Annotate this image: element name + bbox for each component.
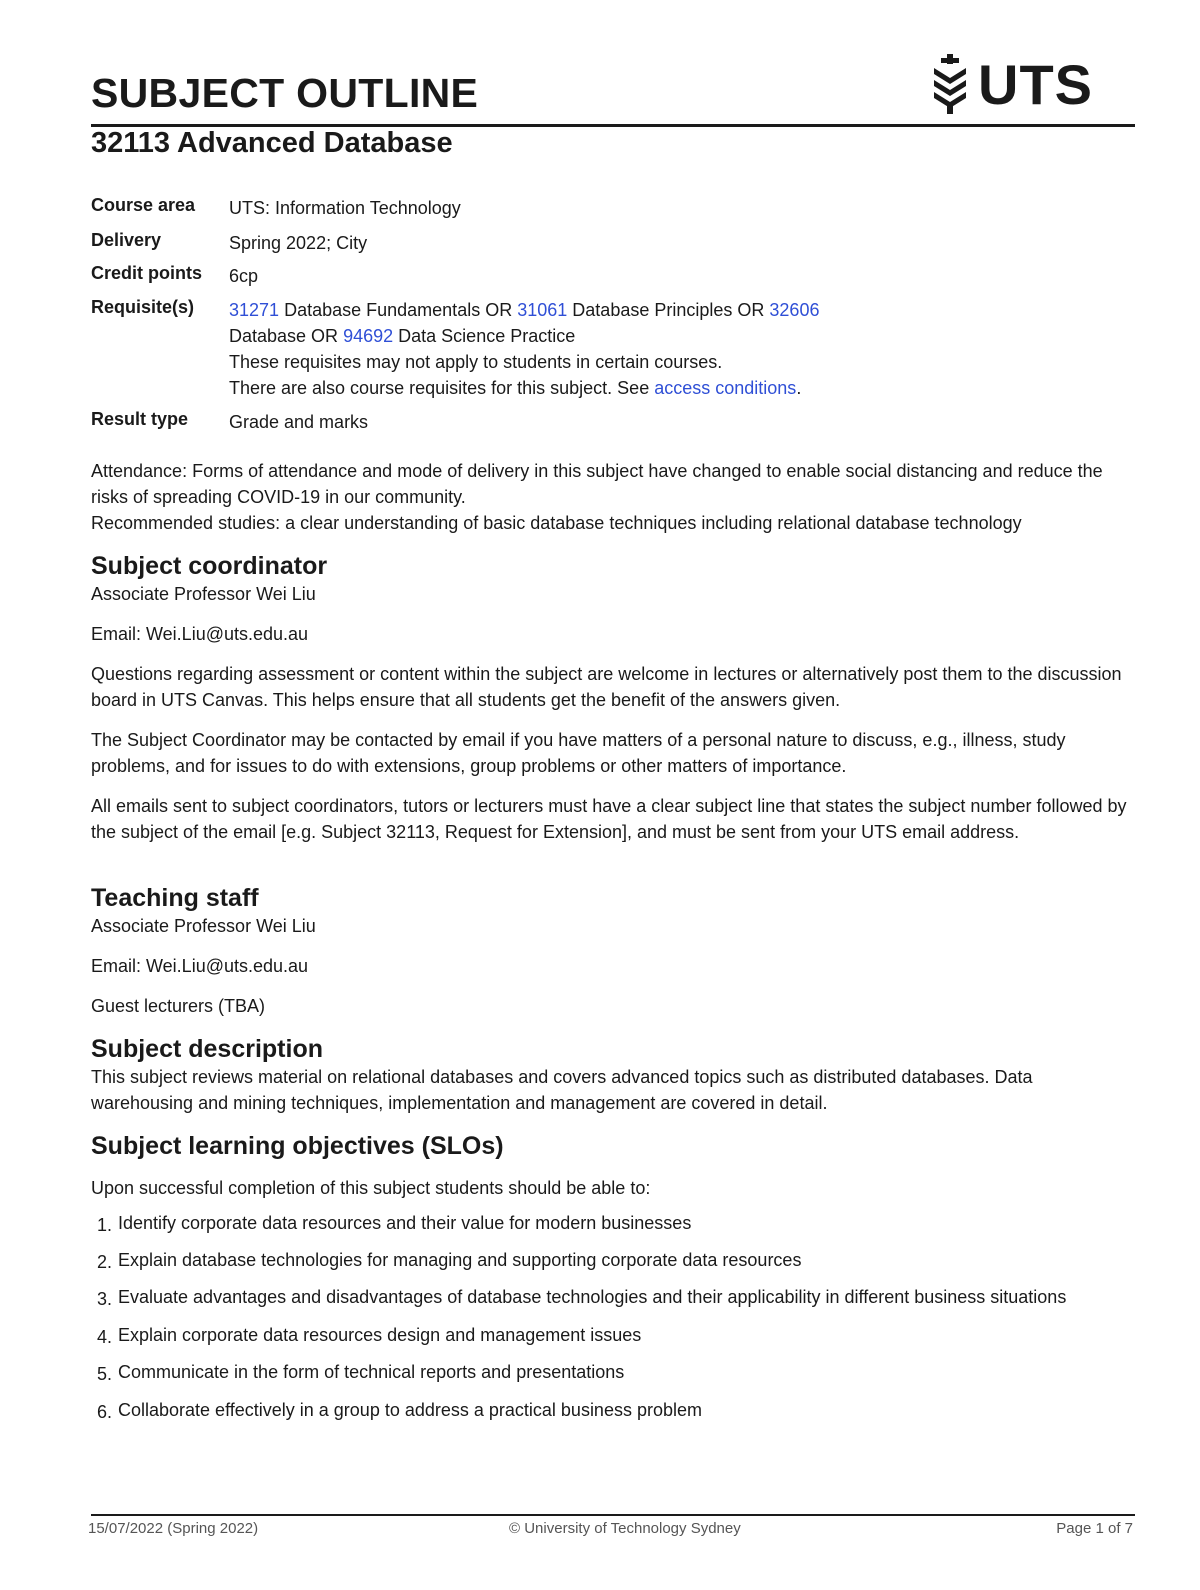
requisite-note: These requisites may not apply to students in certain courses. — [229, 352, 723, 372]
fact-value: Spring 2022; City — [229, 233, 368, 253]
uts-logo — [930, 52, 1093, 116]
fact-value: 6cp — [229, 266, 259, 286]
requisite-link-31271[interactable]: 31271 — [229, 300, 280, 320]
requisite-link-31061[interactable]: 31061 — [517, 300, 568, 320]
slo-text: Identify corporate data resources and their value for modern businesses — [118, 1213, 692, 1233]
logo-wordmark: UTS — [978, 52, 1093, 116]
slo-item — [91, 1397, 1135, 1423]
slo-intro: Upon successful completion of this subject students should be able to: — [91, 1178, 651, 1198]
slo-item — [91, 1359, 1135, 1385]
slo-item — [91, 1284, 1135, 1310]
slo-item — [91, 1322, 1135, 1348]
fact-requisites — [91, 297, 1135, 409]
fact-result-type — [91, 409, 1135, 443]
fact-credit-points — [91, 263, 1135, 297]
coordinator-section — [91, 551, 1135, 845]
slo-text: Communicate in the form of technical reports and presentations — [118, 1362, 625, 1382]
slo-number: 5. — [97, 1364, 113, 1384]
requisite-text: Data Science Practice — [398, 326, 576, 346]
coordinator-paragraph: All emails sent to subject coordinators, tutors or lecturers must have a clear subject line that states the subject number followed by the subject of the email [e.g. Subject 32113, Request for Extension], and must be sent from your UTS email address. — [91, 796, 1127, 842]
slo-text: Collaborate effectively in a group to address a practical business problem — [118, 1400, 702, 1420]
fact-course-area — [91, 195, 1135, 230]
uts-crest-icon — [930, 54, 970, 114]
intro-section — [91, 458, 1135, 536]
requisite-line — [229, 297, 1135, 323]
slo-text: Evaluate advantages and disadvantages of database technologies and their applicability in different business situations — [118, 1287, 1067, 1307]
slo-text: Explain database technologies for managing and supporting corporate data resources — [118, 1250, 802, 1270]
coordinator-paragraph: The Subject Coordinator may be contacted by email if you have matters of a personal nature to discuss, e.g., illness, study problems, and for issues to do with extensions, group problems or other matters of importance. — [91, 730, 1066, 776]
requisite-text: Database Fundamentals OR — [284, 300, 513, 320]
requisite-note-suffix: . — [796, 378, 802, 398]
fact-delivery — [91, 230, 1135, 263]
description-section — [91, 1034, 1135, 1116]
coordinator-name: Associate Professor Wei Liu — [91, 584, 316, 604]
description-text: This subject reviews material on relational databases and covers advanced topics such as distributed databases. Data warehousing and mining techniques, implementation and management are covered in detail. — [91, 1067, 1033, 1113]
slo-number: 1. — [97, 1215, 113, 1235]
fact-value: UTS: Information Technology — [229, 198, 461, 218]
coordinator-paragraph: Questions regarding assessment or content within the subject are welcome in lectures or alternatively post them to the discussion board in UTS Canvas. This helps ensure that all students get the benefit of the answers given. — [91, 664, 1122, 710]
subject-facts — [91, 195, 1135, 443]
slo-list — [91, 1210, 1135, 1423]
footer-divider — [91, 1514, 1135, 1516]
coordinator-email: Email: Wei.Liu@uts.edu.au — [91, 624, 309, 644]
fact-label: Requisite(s) — [91, 297, 195, 317]
page-footer — [88, 1520, 1135, 1540]
slo-number: 6. — [97, 1402, 113, 1422]
fact-label: Result type — [91, 409, 189, 429]
subject-title: 32113 Advanced Database — [91, 127, 453, 159]
slo-number: 3. — [97, 1289, 113, 1309]
page-header — [91, 52, 1135, 126]
slo-number: 4. — [97, 1327, 113, 1347]
teaching-staff-email: Email: Wei.Liu@uts.edu.au — [91, 956, 309, 976]
requisite-text: Database Principles OR — [572, 300, 765, 320]
recommended-studies-text: Recommended studies: a clear understanding of basic database techniques including relational database technology — [91, 513, 1022, 533]
slo-item — [91, 1247, 1135, 1273]
requisite-line — [229, 323, 1135, 349]
requisite-link-32606[interactable]: 32606 — [769, 300, 820, 320]
coordinator-heading: Subject coordinator — [91, 552, 328, 580]
slo-text: Explain corporate data resources design and management issues — [118, 1325, 642, 1345]
requisite-text: Database OR — [229, 326, 339, 346]
slo-section — [91, 1131, 1135, 1423]
slo-heading: Subject learning objectives (SLOs) — [91, 1132, 504, 1160]
fact-label: Credit points — [91, 263, 202, 283]
access-conditions-link[interactable]: access conditions — [654, 378, 797, 398]
footer-page-number: Page 1 of 7 — [1056, 1520, 1133, 1537]
fact-label: Course area — [91, 195, 196, 215]
slo-number: 2. — [97, 1252, 113, 1272]
attendance-text: Attendance: Forms of attendance and mode of delivery in this subject have changed to enable social distancing and reduce the risks of spreading COVID-19 in our community. — [91, 461, 1103, 507]
footer-date: 15/07/2022 (Spring 2022) — [88, 1520, 259, 1537]
requisite-note-text: There are also course requisites for this subject. See — [229, 378, 650, 398]
guest-lecturers-text: Guest lecturers (TBA) — [91, 996, 266, 1016]
teaching-staff-section — [91, 883, 1135, 1019]
fact-label: Delivery — [91, 230, 162, 250]
requisite-note — [229, 375, 1135, 401]
teaching-staff-name: Associate Professor Wei Liu — [91, 916, 316, 936]
fact-value: Grade and marks — [229, 412, 369, 432]
description-heading: Subject description — [91, 1035, 323, 1063]
footer-copyright: © University of Technology Sydney — [509, 1520, 741, 1537]
teaching-staff-heading: Teaching staff — [91, 884, 259, 912]
slo-item — [91, 1210, 1135, 1236]
requisite-link-94692[interactable]: 94692 — [343, 326, 394, 346]
fact-value — [229, 297, 1135, 401]
document-title: SUBJECT OUTLINE — [91, 70, 479, 116]
